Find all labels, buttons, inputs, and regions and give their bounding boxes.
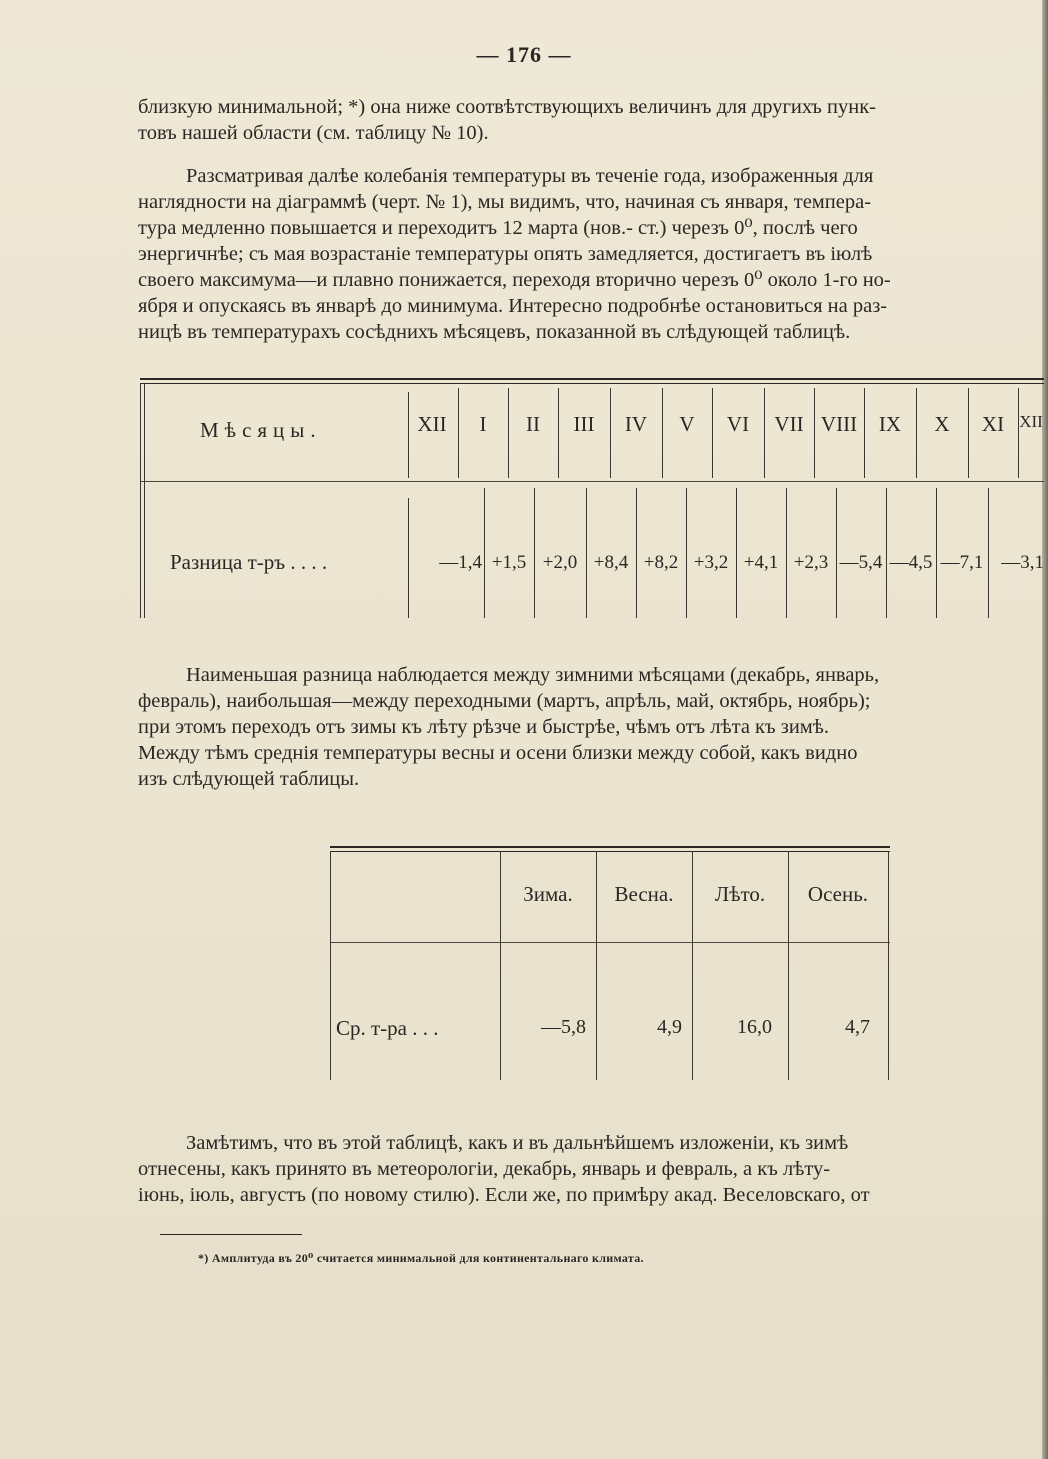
column-divider bbox=[662, 388, 663, 478]
text-line: Разсматривая далѣе колебанія температуры въ теченіе года, изображенныя для bbox=[186, 165, 874, 187]
text-line: отнесены, какъ принято въ метеорологіи, декабрь, январь и февраль, а къ лѣту- bbox=[138, 1158, 831, 1180]
difference-value: +8,2 bbox=[643, 552, 679, 573]
month-header: V bbox=[679, 412, 695, 436]
difference-value: +8,4 bbox=[593, 552, 629, 573]
text-line: наглядности на діаграммѣ (черт. № 1), мы видимъ, что, начиная съ января, темпера- bbox=[138, 191, 872, 213]
table-rule bbox=[140, 378, 1044, 380]
temperature-difference-table bbox=[140, 378, 1044, 618]
difference-value: +3,2 bbox=[693, 552, 729, 573]
column-divider bbox=[712, 388, 713, 478]
season-mean-value: 16,0 bbox=[737, 1016, 772, 1038]
season-header: Осень. bbox=[807, 882, 869, 906]
column-divider bbox=[864, 388, 865, 478]
table-rule bbox=[140, 383, 1044, 384]
column-divider bbox=[968, 388, 969, 478]
column-divider bbox=[408, 498, 409, 618]
text-line: іюнь, іюль, августъ (по новому стилю). Если же, по примѣру акад. Веселовскаго, от bbox=[138, 1184, 870, 1206]
season-header: Лѣто. bbox=[714, 882, 766, 906]
column-divider bbox=[764, 388, 765, 478]
column-divider bbox=[508, 388, 509, 478]
table-rule bbox=[140, 481, 1044, 482]
footnote: *) Амплитуда въ 20⁰ считается минимальной для континентальнаго климата. bbox=[198, 1251, 644, 1265]
table-border-left bbox=[330, 851, 331, 1080]
difference-value: —4,5 bbox=[889, 552, 933, 573]
column-divider bbox=[814, 388, 815, 478]
text-line: при этомъ переходъ отъ зимы къ лѣту рѣзче и быстрѣе, чѣмъ отъ лѣта къ зимѣ. bbox=[138, 716, 830, 738]
text-line: ября и опускаясь въ январѣ до минимума. Интересно подробнѣе остановиться на раз- bbox=[138, 295, 888, 317]
column-divider bbox=[408, 392, 409, 478]
page-edge bbox=[1042, 0, 1048, 1459]
text-line: энергичнѣе; съ мая возрастаніе температуры опять замедляется, достигаетъ въ іюлѣ bbox=[138, 243, 873, 265]
month-header: I bbox=[479, 412, 487, 436]
season-mean-value: —5,8 bbox=[541, 1016, 586, 1038]
season-mean-value: 4,7 bbox=[845, 1016, 870, 1038]
table-rule bbox=[330, 851, 890, 852]
month-header: IV bbox=[624, 412, 648, 436]
month-header: III bbox=[573, 412, 595, 436]
text-line: товъ нашей области (см. таблицу № 10). bbox=[138, 122, 489, 144]
difference-value: —1,4 bbox=[439, 552, 482, 573]
table-border-left bbox=[140, 383, 141, 618]
column-divider bbox=[458, 388, 459, 478]
season-header: Зима. bbox=[523, 882, 573, 906]
text-line: ницѣ въ температурахъ сосѣднихъ мѣсяцевъ, показанной въ слѣдующей таблицѣ. bbox=[138, 321, 851, 343]
footnote-rule bbox=[160, 1234, 302, 1235]
month-header: VIII bbox=[820, 412, 858, 436]
paragraph-4 bbox=[138, 1130, 1038, 1208]
paragraph-1 bbox=[138, 94, 1038, 146]
month-header: XII bbox=[1019, 412, 1043, 431]
table-rule bbox=[330, 846, 890, 848]
paragraph-2 bbox=[138, 163, 1038, 345]
month-header: X bbox=[934, 412, 950, 436]
months-header: Мѣсяцы. bbox=[200, 418, 322, 442]
difference-value: —3,1 bbox=[1001, 552, 1044, 573]
table-rule bbox=[330, 942, 890, 943]
seasonal-mean-table bbox=[330, 846, 890, 1080]
difference-value: —5,4 bbox=[839, 552, 883, 573]
text-line: своего максимума—и плавно понижается, переходя вторично черезъ 0⁰ около 1-го но- bbox=[138, 269, 891, 291]
column-divider bbox=[558, 388, 559, 478]
month-header: XI bbox=[981, 412, 1005, 436]
month-header: XII bbox=[417, 412, 447, 436]
text-line: тура медленно повышается и переходитъ 12 марта (нов.- ст.) черезъ 0⁰, послѣ чего bbox=[138, 217, 858, 239]
column-divider bbox=[916, 388, 917, 478]
text-line: близкую минимальной; *) она ниже соотвѣтствующихъ величинъ для другихъ пунк- bbox=[138, 96, 876, 118]
season-mean-value: 4,9 bbox=[657, 1016, 682, 1038]
table-border-right bbox=[888, 851, 889, 1080]
month-header: II bbox=[526, 412, 540, 436]
difference-value: +4,1 bbox=[743, 552, 779, 573]
text-line: Замѣтимъ, что въ этой таблицѣ, какъ и въ дальнѣйшемъ изложеніи, къ зимѣ bbox=[186, 1132, 849, 1154]
month-header: IX bbox=[878, 412, 902, 436]
difference-value: —7,1 bbox=[940, 552, 984, 573]
difference-value: +1,5 bbox=[491, 552, 527, 573]
row-label: Разница т-ръ . . . . bbox=[170, 550, 328, 574]
season-header: Весна. bbox=[614, 882, 674, 906]
paragraph-3 bbox=[138, 662, 1038, 792]
page-number: — 176 — bbox=[476, 42, 572, 67]
month-header: VI bbox=[726, 412, 750, 436]
column-divider bbox=[1018, 388, 1019, 478]
column-divider bbox=[610, 388, 611, 478]
difference-value: +2,3 bbox=[793, 552, 829, 573]
text-line: февраль), наибольшая—между переходными (мартъ, апрѣль, май, октябрь, ноябрь); bbox=[138, 690, 871, 712]
text-line: Наименьшая разница наблюдается между зимними мѣсяцами (декабрь, январь, bbox=[186, 664, 880, 686]
text-line: Между тѣмъ среднія температуры весны и осени близки между собой, какъ видно bbox=[138, 742, 858, 764]
difference-value: +2,0 bbox=[542, 552, 578, 573]
month-header: VII bbox=[774, 412, 804, 436]
row-label: Ср. т-ра . . . bbox=[336, 1016, 439, 1040]
table-border-left bbox=[144, 383, 145, 618]
text-line: изъ слѣдующей таблицы. bbox=[138, 768, 360, 790]
